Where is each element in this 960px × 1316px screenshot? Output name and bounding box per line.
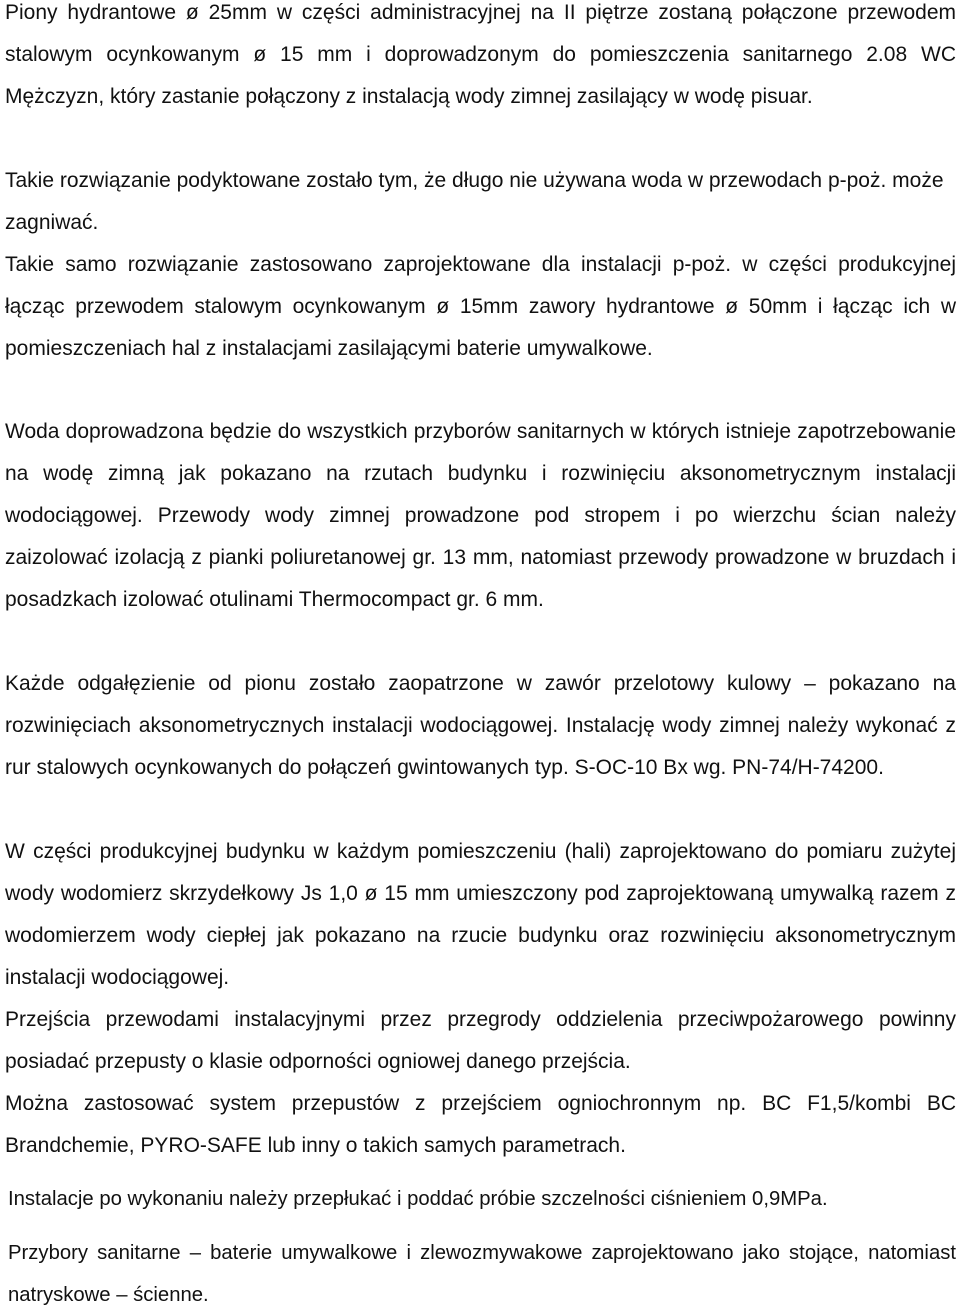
paragraph-penetration-system: Można zastosować system przepustów z przejściem ogniochronnym np. BC F1,5/kombi BC Brandchemie, PYRO-SAFE lub inny o takich samych parametrach.	[5, 1092, 956, 1157]
paragraph-branch-valves: Każde odgałęzienie od pionu zostało zaopatrzone w zawór przelotowy kulowy – pokazano na rozwinięciach aksonometrycznych instalacji wodociągowej. Instalację wody zimnej należy wykonać z rur stalowych ocynkowanych do połączeń gwintowanych typ. S-OC-10 Bx wg. PN-74/H-74200.	[5, 672, 956, 779]
paragraph-sanitary-fixtures: Przybory sanitarne – baterie umywalkowe i zlewozmywakowe zaprojektowano jako stojące, natomiast natryskowe – ścienne.	[8, 1242, 956, 1306]
paragraph-hydrant-risers: Piony hydrantowe ø 25mm w części administracyjnej na II piętrze zostaną połączone przewodem stalowym ocynkowanym ø 15 mm i doprowadzonym do pomieszczenia sanitarnego 2.08 WC Mężczyzn, który zastanie połączony z instalacją wody zimnej zasilający w wodę pisuar.	[5, 1, 956, 108]
paragraph-cold-water-supply: Woda doprowadzona będzie do wszystkich przyborów sanitarnych w których istnieje zapotrzebowanie na wodę zimną jak pokazano na rzutach budynku i rozwinięciu aksonometrycznym instalacji wodociągowej. Przewody wody zimnej prowadzone pod stropem i po wierzchu ścian należy zaizolować izolacją z pianki poliuretanowej gr. 13 mm, natomiast przewody prowadzone w bruzdach i posadzkach izolować otulinami Thermocompact gr. 6 mm.	[5, 420, 956, 611]
paragraph-pressure-test: Instalacje po wykonaniu należy przepłukać i poddać próbie szczelności ciśnieniem 0,9MPa.	[8, 1188, 828, 1210]
paragraph-production-part: Takie samo rozwiązanie zastosowano zaprojektowane dla instalacji p-poż. w części produkcyjnej łącząc przewodem stalowym ocynkowanym ø 15mm zawory hydrantowe ø 50mm i łącząc ich w pomieszczeniach hal z instalacjami zasilającymi baterie umywalkowe.	[5, 253, 956, 360]
paragraph-water-meters: W części produkcyjnej budynku w każdym pomieszczeniu (hali) zaprojektowano do pomiaru zużytej wody wodomierz skrzydełkowy Js 1,0 ø 15 mm umieszczony pod zaprojektowaną umywalką razem z wodomierzem wody ciepłej jak pokazano na rzucie budynku oraz rozwinięciu aksonometrycznym instalacji wodociągowej.	[5, 840, 956, 989]
paragraph-fire-penetrations: Przejścia przewodami instalacyjnymi przez przegrody oddzielenia przeciwpożarowego powinny posiadać przepusty o klasie odporności ogniowej danego przejścia.	[5, 1008, 956, 1073]
paragraph-stagnation-reason: Takie rozwiązanie podyktowane zostało tym, że długo nie używana woda w przewodach p-poż. może zagniwać.	[5, 169, 944, 234]
